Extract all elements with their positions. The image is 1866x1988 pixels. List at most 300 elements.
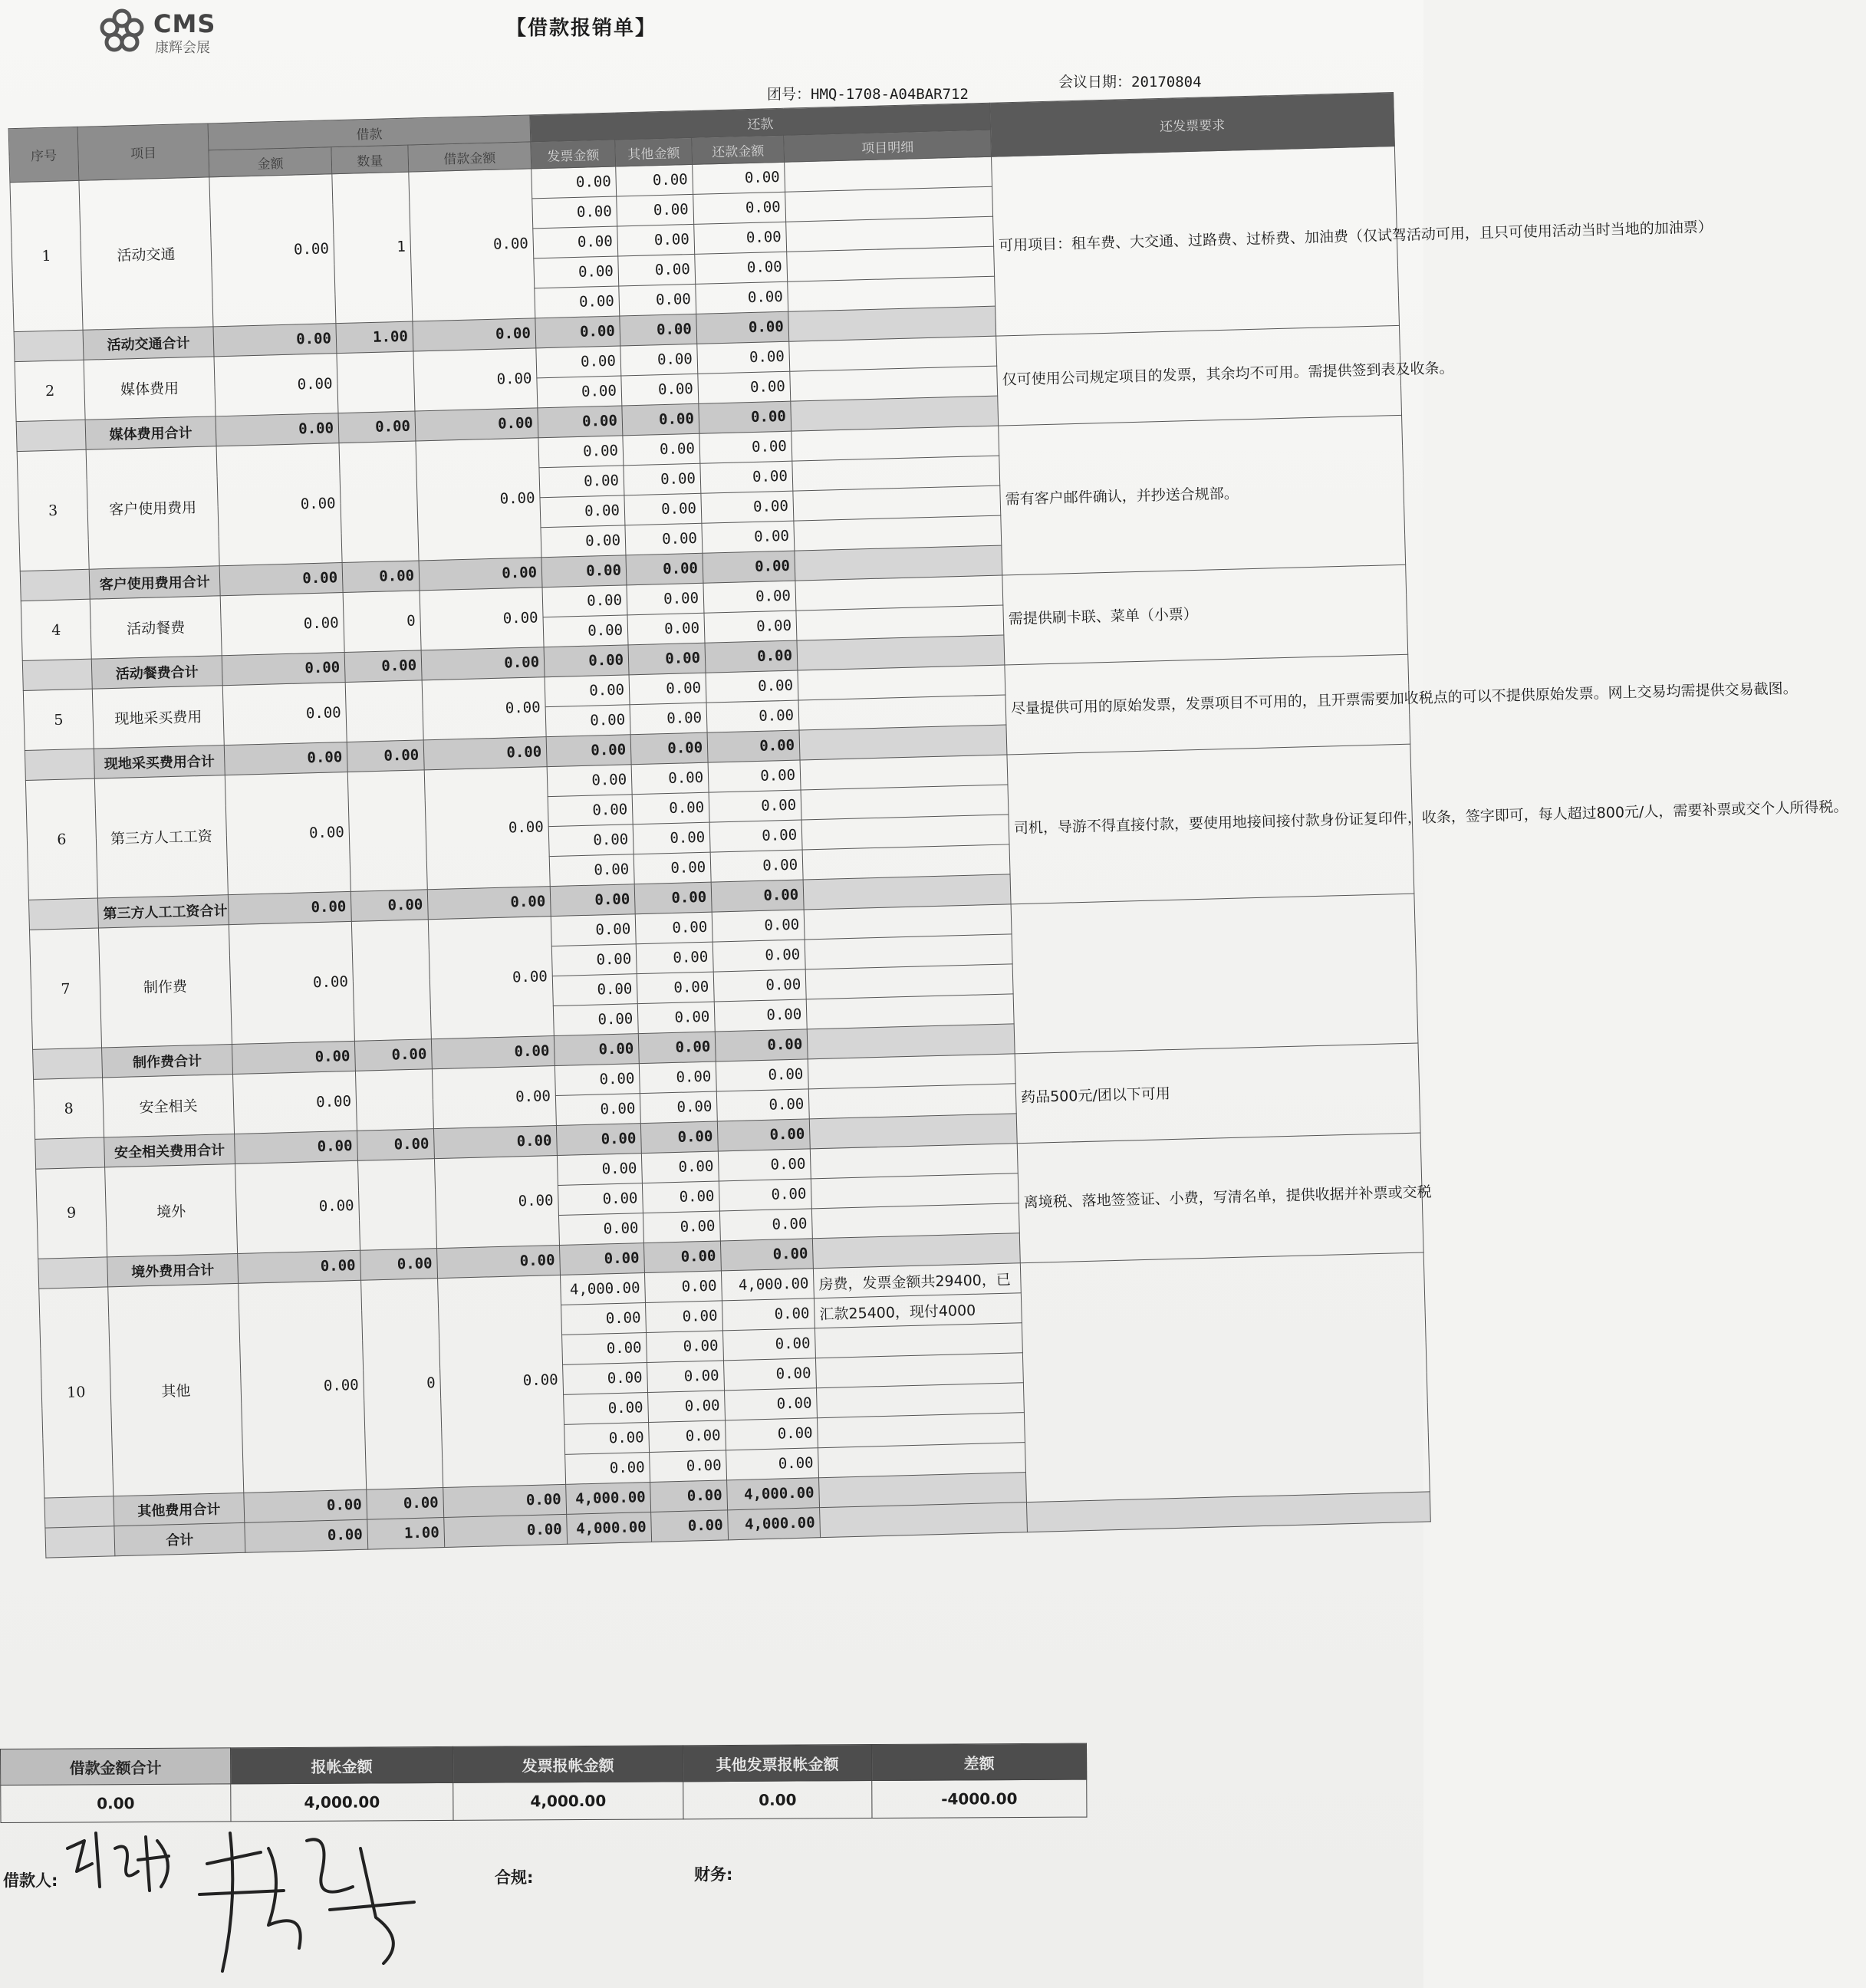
row-seq: 10 xyxy=(39,1287,114,1498)
subtotal-borrow-total: 0.00 xyxy=(431,1036,555,1069)
subtotal-borrow-count: 0.00 xyxy=(360,1249,438,1281)
row-seq: 8 xyxy=(34,1078,104,1139)
subtotal-borrow-amount: 0.00 xyxy=(235,1131,358,1164)
col-repay: 还款 xyxy=(530,103,991,142)
row-other-amount: 0.00 xyxy=(648,1391,726,1423)
col-borrow-total: 借款金额 xyxy=(408,142,531,172)
row-repay-amount: 0.00 xyxy=(699,431,792,463)
subtotal-borrow-amount: 0.00 xyxy=(216,413,339,446)
brand-name: CMS xyxy=(153,9,216,38)
row-borrow-total: 0.00 xyxy=(438,1275,566,1487)
row-other-amount: 0.00 xyxy=(637,972,714,1004)
subtotal-invoice-amount: 0.00 xyxy=(535,316,620,348)
grand-total-invoice-amount: 4,000.00 xyxy=(567,1512,652,1544)
subtotal-label: 活动餐费合计 xyxy=(91,656,222,689)
subtotal-seq-blank xyxy=(35,1137,105,1169)
row-other-amount: 0.00 xyxy=(633,822,710,854)
row-other-amount: 0.00 xyxy=(617,224,695,256)
row-other-amount: 0.00 xyxy=(647,1361,725,1393)
subtotal-seq-blank xyxy=(44,1496,114,1528)
row-other-amount: 0.00 xyxy=(617,194,694,226)
row-item-detail: 汇款25400，现付4000 xyxy=(814,1293,1022,1328)
section-requirement: 药品500元/团以下可用 xyxy=(1015,1043,1420,1144)
row-borrow-total: 0.00 xyxy=(420,588,544,650)
subtotal-label: 现地采买费用合计 xyxy=(94,746,225,778)
group-number xyxy=(767,83,969,104)
summary-value: -4000.00 xyxy=(872,1779,1087,1818)
row-invoice-amount: 0.00 xyxy=(558,1183,643,1216)
row-invoice-amount: 0.00 xyxy=(564,1393,649,1425)
grand-total-seq-blank xyxy=(45,1526,115,1558)
subtotal-other-amount: 0.00 xyxy=(626,553,703,585)
row-invoice-amount: 0.00 xyxy=(557,1154,642,1186)
row-seq: 5 xyxy=(23,689,94,750)
row-borrow-amount: 0.00 xyxy=(216,443,342,566)
row-other-amount: 0.00 xyxy=(616,164,693,196)
summary-value: 4,000.00 xyxy=(231,1782,453,1822)
row-item-name: 现地采买费用 xyxy=(92,686,224,749)
section-requirement: 尽量提供可用的原始发票，发票项目不可用的，且开票需要加收税点的可以不提供原始发票。网上交易均需提供交易截图。 xyxy=(1005,654,1410,755)
row-repay-amount: 0.00 xyxy=(694,222,787,254)
row-invoice-amount: 0.00 xyxy=(562,1333,647,1365)
meeting-date-label: 会议日期： xyxy=(1058,74,1132,91)
row-borrow-count xyxy=(339,441,419,563)
borrower-label: 借款人: xyxy=(3,1871,58,1890)
row-borrow-total: 0.00 xyxy=(422,677,546,740)
row-invoice-amount: 0.00 xyxy=(564,1422,650,1454)
subtotal-other-amount: 0.00 xyxy=(622,403,699,436)
row-item-name: 第三方人工工资 xyxy=(94,775,228,898)
row-repay-amount: 0.00 xyxy=(696,281,788,314)
row-repay-amount: 0.00 xyxy=(709,790,801,822)
row-item-name: 境外 xyxy=(105,1164,238,1256)
row-other-amount: 0.00 xyxy=(624,463,701,495)
row-other-amount: 0.00 xyxy=(650,1450,727,1483)
row-borrow-count xyxy=(337,351,415,413)
row-seq: 7 xyxy=(29,928,101,1049)
row-invoice-amount: 0.00 xyxy=(563,1363,648,1395)
row-other-amount: 0.00 xyxy=(644,1271,722,1303)
subtotal-borrow-total: 0.00 xyxy=(413,318,536,351)
row-invoice-amount: 0.00 xyxy=(555,1064,640,1096)
row-other-amount: 0.00 xyxy=(624,493,702,525)
row-repay-amount: 0.00 xyxy=(725,1388,818,1420)
row-other-amount: 0.00 xyxy=(636,942,713,974)
subtotal-borrow-count: 0.00 xyxy=(367,1488,444,1520)
group-number-label: 团号： xyxy=(767,86,811,103)
summary-value: 4,000.00 xyxy=(453,1782,683,1821)
row-borrow-total: 0.00 xyxy=(428,917,554,1039)
subtotal-repay-amount: 0.00 xyxy=(707,730,800,762)
subtotal-repay-amount: 0.00 xyxy=(720,1239,813,1271)
subtotal-borrow-amount: 0.00 xyxy=(228,891,351,924)
row-seq: 2 xyxy=(15,360,85,421)
subtotal-other-amount: 0.00 xyxy=(630,732,708,765)
grand-total-borrow-total: 0.00 xyxy=(444,1514,568,1547)
row-repay-amount: 0.00 xyxy=(719,1209,812,1241)
row-borrow-amount: 0.00 xyxy=(209,174,336,327)
subtotal-seq-blank xyxy=(14,330,84,361)
col-borrow: 借款 xyxy=(208,115,531,150)
subtotal-repay-amount: 0.00 xyxy=(703,551,795,583)
subtotal-borrow-amount: 0.00 xyxy=(232,1041,355,1074)
row-invoice-amount: 0.00 xyxy=(545,705,630,737)
row-invoice-amount: 0.00 xyxy=(535,286,620,318)
row-borrow-count xyxy=(351,920,431,1042)
row-other-amount: 0.00 xyxy=(630,703,707,735)
subtotal-invoice-amount: 4,000.00 xyxy=(566,1482,651,1514)
row-borrow-count xyxy=(345,680,423,742)
subtotal-borrow-count: 0.00 xyxy=(357,1129,434,1161)
row-borrow-total: 0.00 xyxy=(434,1155,559,1248)
row-borrow-count xyxy=(355,1069,433,1131)
col-seq: 序号 xyxy=(8,127,79,182)
row-other-amount: 0.00 xyxy=(642,1181,719,1213)
subtotal-seq-blank xyxy=(20,569,90,601)
row-invoice-amount: 0.00 xyxy=(565,1452,650,1484)
row-item-name: 制作费 xyxy=(98,925,232,1048)
summary-header: 发票报帐金额 xyxy=(453,1746,683,1783)
row-repay-amount: 0.00 xyxy=(700,461,793,493)
row-invoice-amount: 0.00 xyxy=(532,196,617,229)
row-item-detail: 房费，发票金额共29400，已 xyxy=(813,1263,1021,1298)
subtotal-borrow-total: 0.00 xyxy=(437,1245,561,1278)
row-borrow-amount: 0.00 xyxy=(225,772,350,894)
grand-total-other-amount: 0.00 xyxy=(651,1510,729,1542)
grand-total-repay-amount: 4,000.00 xyxy=(728,1508,821,1540)
subtotal-borrow-amount: 0.00 xyxy=(238,1250,361,1283)
summary-header-row xyxy=(1,1743,1087,1785)
row-invoice-amount: 0.00 xyxy=(534,256,619,288)
subtotal-repay-amount: 0.00 xyxy=(705,640,798,673)
row-borrow-amount: 0.00 xyxy=(235,1160,360,1253)
row-item-name: 活动餐费 xyxy=(90,596,222,659)
grand-total-borrow-count: 1.00 xyxy=(367,1518,445,1550)
row-invoice-amount: 0.00 xyxy=(531,166,617,199)
subtotal-seq-blank xyxy=(38,1257,108,1289)
summary-value: 0.00 xyxy=(1,1784,231,1823)
row-borrow-total: 0.00 xyxy=(409,169,535,321)
subtotal-invoice-amount: 0.00 xyxy=(546,735,631,767)
col-item: 项目 xyxy=(77,123,209,180)
row-repay-amount: 0.00 xyxy=(697,341,790,374)
row-invoice-amount: 0.00 xyxy=(537,376,622,408)
subtotal-borrow-total: 0.00 xyxy=(443,1484,567,1517)
row-other-amount: 0.00 xyxy=(641,1151,719,1183)
row-invoice-amount: 0.00 xyxy=(548,795,633,827)
row-repay-amount: 0.00 xyxy=(693,162,785,194)
subtotal-borrow-amount: 0.00 xyxy=(222,653,345,686)
row-other-amount: 0.00 xyxy=(643,1211,720,1243)
row-borrow-amount: 0.00 xyxy=(239,1280,367,1493)
brand-subtitle: 康辉会展 xyxy=(155,40,210,56)
document-title: 【借款报销单】 xyxy=(506,17,657,40)
summary-table xyxy=(0,1743,1087,1823)
subtotal-repay-amount: 0.00 xyxy=(696,311,789,344)
subtotal-seq-blank xyxy=(33,1048,103,1079)
row-other-amount: 0.00 xyxy=(619,284,696,316)
row-invoice-amount: 0.00 xyxy=(538,436,624,468)
subtotal-borrow-total: 0.00 xyxy=(433,1126,557,1159)
summary-header: 借款金额合计 xyxy=(1,1748,231,1786)
row-invoice-amount: 0.00 xyxy=(540,495,625,528)
row-repay-amount: 0.00 xyxy=(719,1179,811,1211)
row-other-amount: 0.00 xyxy=(627,613,705,645)
subtotal-repay-amount: 0.00 xyxy=(711,880,804,912)
expense-table-body xyxy=(10,146,1848,1558)
subtotal-invoice-amount: 0.00 xyxy=(560,1243,645,1275)
row-repay-amount: 0.00 xyxy=(726,1448,819,1480)
subtotal-label: 安全相关费用合计 xyxy=(104,1134,235,1167)
row-item-name: 其他 xyxy=(108,1283,244,1496)
subtotal-borrow-amount: 0.00 xyxy=(219,563,343,596)
row-seq: 6 xyxy=(25,778,97,900)
row-other-amount: 0.00 xyxy=(635,912,713,944)
group-number-value: HMQ-1708-A04BAR712 xyxy=(811,86,969,103)
subtotal-invoice-amount: 0.00 xyxy=(538,406,623,438)
row-borrow-total: 0.00 xyxy=(424,767,550,890)
row-borrow-count xyxy=(347,770,427,892)
section-requirement: 离境税、落地签签证、小费，写清名单，提供收据并补票或交税 xyxy=(1017,1133,1423,1263)
subtotal-other-amount: 0.00 xyxy=(650,1480,728,1512)
row-repay-amount: 0.00 xyxy=(704,611,797,643)
row-repay-amount: 0.00 xyxy=(710,850,803,882)
row-item-name: 客户使用费用 xyxy=(86,446,219,569)
subtotal-other-amount: 0.00 xyxy=(640,1121,718,1154)
section-requirement xyxy=(1020,1252,1430,1503)
subtotal-invoice-amount: 0.00 xyxy=(544,645,629,677)
summary-header: 报帐金额 xyxy=(230,1746,453,1784)
row-invoice-amount: 0.00 xyxy=(543,615,628,647)
summary-value-row xyxy=(1,1779,1087,1822)
summary-header: 差额 xyxy=(871,1743,1086,1780)
row-repay-amount: 0.00 xyxy=(706,700,799,732)
subtotal-invoice-amount: 0.00 xyxy=(554,1034,639,1066)
row-invoice-amount: 0.00 xyxy=(555,1094,640,1126)
row-repay-amount: 0.00 xyxy=(726,1418,818,1450)
row-other-amount: 0.00 xyxy=(649,1420,726,1453)
row-repay-amount: 0.00 xyxy=(724,1358,817,1391)
row-other-amount: 0.00 xyxy=(627,583,704,615)
subtotal-repay-amount: 4,000.00 xyxy=(727,1478,820,1510)
row-repay-amount: 4,000.00 xyxy=(721,1269,814,1301)
row-other-amount: 0.00 xyxy=(640,1091,717,1124)
row-repay-amount: 0.00 xyxy=(706,670,798,703)
subtotal-label: 境外费用合计 xyxy=(107,1253,239,1286)
col-borrow-amount: 金额 xyxy=(209,147,332,177)
row-invoice-amount: 0.00 xyxy=(551,944,637,976)
row-seq: 4 xyxy=(21,599,91,660)
row-other-amount: 0.00 xyxy=(620,344,698,376)
col-borrow-count: 数量 xyxy=(331,145,409,174)
row-other-amount: 0.00 xyxy=(632,792,709,824)
summary-value: 0.00 xyxy=(683,1781,872,1819)
row-other-amount: 0.00 xyxy=(647,1331,724,1363)
subtotal-invoice-amount: 0.00 xyxy=(550,884,635,917)
subtotal-label: 客户使用费用合计 xyxy=(89,566,220,599)
row-other-amount: 0.00 xyxy=(631,762,709,795)
row-seq: 3 xyxy=(17,449,89,571)
row-repay-amount: 0.00 xyxy=(722,1298,815,1331)
row-repay-amount: 0.00 xyxy=(713,940,805,972)
row-repay-amount: 0.00 xyxy=(698,371,791,403)
row-repay-amount: 0.00 xyxy=(702,521,795,553)
subtotal-borrow-total: 0.00 xyxy=(419,558,542,591)
row-invoice-amount: 0.00 xyxy=(547,765,632,797)
row-borrow-amount: 0.00 xyxy=(229,921,354,1044)
section-requirement: 可用项目：租车费、大交通、过路费、过桥费、加油费（仅试驾活动可用，且只可使用活动当时当地的加油票） xyxy=(992,146,1400,336)
subtotal-borrow-total: 0.00 xyxy=(421,647,545,680)
row-invoice-amount: 0.00 xyxy=(533,226,618,258)
subtotal-label: 媒体费用合计 xyxy=(85,416,216,449)
row-other-amount: 0.00 xyxy=(629,673,706,705)
row-invoice-amount: 0.00 xyxy=(542,585,627,617)
flower-logo-icon xyxy=(98,8,146,55)
subtotal-other-amount: 0.00 xyxy=(643,1241,721,1273)
section-requirement xyxy=(1011,894,1418,1054)
subtotal-borrow-count: 0.00 xyxy=(338,411,416,443)
subtotal-label: 活动交通合计 xyxy=(83,327,214,360)
row-repay-amount: 0.00 xyxy=(708,760,801,792)
subtotal-borrow-count: 0.00 xyxy=(350,890,428,922)
subtotal-other-amount: 0.00 xyxy=(634,882,712,914)
row-borrow-count: 0 xyxy=(343,591,421,653)
grand-total-detail-blank xyxy=(820,1503,1028,1538)
row-seq: 9 xyxy=(36,1167,107,1259)
row-seq: 1 xyxy=(10,180,83,331)
row-repay-amount: 0.00 xyxy=(701,491,794,523)
subtotal-repay-amount: 0.00 xyxy=(717,1119,810,1151)
row-borrow-total: 0.00 xyxy=(432,1066,556,1129)
row-repay-amount: 0.00 xyxy=(716,1089,809,1121)
section-requirement: 司机，导游不得直接付款，要使用地接间接付款身份证复印件，收条，签字即可，每人超过800元/人，需要补票或交个人所得税。 xyxy=(1007,744,1414,904)
subtotal-borrow-count: 0.00 xyxy=(354,1039,432,1071)
company-logo xyxy=(92,2,245,71)
section-requirement: 需有客户邮件确认，并抄送合规部。 xyxy=(999,415,1406,575)
summary-table-wrapper xyxy=(0,1743,1086,1823)
row-item-name: 媒体费用 xyxy=(84,357,216,420)
finance-label: 财务: xyxy=(694,1865,733,1884)
row-item-name: 安全相关 xyxy=(103,1075,235,1137)
subtotal-repay-amount: 0.00 xyxy=(699,401,791,433)
subtotal-borrow-total: 0.00 xyxy=(415,408,538,441)
row-repay-amount: 0.00 xyxy=(703,581,796,613)
row-invoice-amount: 4,000.00 xyxy=(561,1273,646,1305)
row-other-amount: 0.00 xyxy=(634,852,711,884)
row-invoice-amount: 0.00 xyxy=(561,1303,647,1335)
subtotal-seq-blank xyxy=(25,749,94,780)
grand-total-borrow-amount: 0.00 xyxy=(245,1519,368,1552)
row-invoice-amount: 0.00 xyxy=(552,974,637,1006)
row-other-amount: 0.00 xyxy=(625,523,703,555)
row-repay-amount: 0.00 xyxy=(695,252,788,284)
summary-header: 其他发票报帐金额 xyxy=(683,1745,871,1782)
subtotal-borrow-total: 0.00 xyxy=(423,737,547,770)
row-invoice-amount: 0.00 xyxy=(541,525,626,558)
row-other-amount: 0.00 xyxy=(621,374,699,406)
row-repay-amount: 0.00 xyxy=(714,999,807,1032)
subtotal-other-amount: 0.00 xyxy=(638,1032,716,1064)
subtotal-invoice-amount: 0.00 xyxy=(541,555,627,588)
row-other-amount: 0.00 xyxy=(639,1061,716,1094)
row-borrow-amount: 0.00 xyxy=(222,683,347,746)
section-requirement: 需提供刷卡联、菜单（小票） xyxy=(1002,564,1408,665)
row-borrow-total: 0.00 xyxy=(413,348,538,411)
subtotal-other-amount: 0.00 xyxy=(620,314,697,346)
col-repay-amount: 还款金额 xyxy=(692,135,785,164)
row-borrow-amount: 0.00 xyxy=(214,354,338,416)
meeting-date xyxy=(1058,71,1202,91)
row-invoice-amount: 0.00 xyxy=(558,1213,643,1246)
subtotal-repay-amount: 0.00 xyxy=(715,1029,808,1061)
row-repay-amount: 0.00 xyxy=(723,1328,816,1361)
subtotal-invoice-amount: 0.00 xyxy=(556,1124,641,1156)
row-other-amount: 0.00 xyxy=(646,1301,723,1333)
row-invoice-amount: 0.00 xyxy=(545,675,630,707)
subtotal-seq-blank xyxy=(22,659,92,690)
subtotal-borrow-count: 0.00 xyxy=(344,650,422,683)
row-other-amount: 0.00 xyxy=(637,1002,715,1034)
row-borrow-count xyxy=(358,1159,437,1251)
row-other-amount: 0.00 xyxy=(618,254,696,286)
row-borrow-amount: 0.00 xyxy=(233,1071,357,1134)
row-invoice-amount: 0.00 xyxy=(553,1004,638,1036)
subtotal-borrow-count: 1.00 xyxy=(336,321,413,354)
row-invoice-amount: 0.00 xyxy=(536,346,621,378)
subtotal-borrow-count: 0.00 xyxy=(342,561,420,593)
row-repay-amount: 0.00 xyxy=(709,820,802,852)
subtotal-borrow-total: 0.00 xyxy=(427,887,551,920)
subtotal-seq-blank xyxy=(16,420,86,451)
subtotal-borrow-amount: 0.00 xyxy=(244,1489,367,1522)
row-invoice-amount: 0.00 xyxy=(549,854,634,887)
col-requirements: 还发票要求 xyxy=(990,92,1395,156)
row-repay-amount: 0.00 xyxy=(718,1149,811,1181)
row-borrow-total: 0.00 xyxy=(416,438,541,561)
row-repay-amount: 0.00 xyxy=(713,969,806,1002)
row-invoice-amount: 0.00 xyxy=(551,914,636,946)
expense-table xyxy=(8,92,1848,1558)
subtotal-borrow-amount: 0.00 xyxy=(213,324,337,357)
row-repay-amount: 0.00 xyxy=(716,1059,808,1091)
row-repay-amount: 0.00 xyxy=(712,910,805,942)
subtotal-label: 其他费用合计 xyxy=(114,1493,245,1526)
subtotal-seq-blank xyxy=(28,898,98,930)
row-borrow-amount: 0.00 xyxy=(220,593,344,656)
section-requirement: 仅可使用公司规定项目的发票，其余均不可用。需提供签到表及收条。 xyxy=(996,325,1402,426)
row-repay-amount: 0.00 xyxy=(693,192,786,224)
col-invoice-amount: 发票金额 xyxy=(531,140,616,169)
subtotal-other-amount: 0.00 xyxy=(628,643,706,675)
row-item-name: 活动交通 xyxy=(79,177,213,330)
meeting-date-value: 20170804 xyxy=(1131,74,1202,91)
grand-total-label: 合计 xyxy=(114,1522,245,1555)
subtotal-borrow-count: 0.00 xyxy=(347,740,424,772)
handwritten-signature-icon xyxy=(54,1818,453,1986)
subtotal-label: 第三方人工工资合计 xyxy=(97,895,229,928)
row-invoice-amount: 0.00 xyxy=(539,466,624,498)
subtotal-label: 制作费合计 xyxy=(102,1045,233,1078)
row-borrow-count: 1 xyxy=(332,172,413,324)
row-borrow-count: 0 xyxy=(361,1279,443,1490)
row-invoice-amount: 0.00 xyxy=(548,824,634,857)
row-other-amount: 0.00 xyxy=(623,433,700,466)
subtotal-borrow-amount: 0.00 xyxy=(224,742,347,775)
main-table-wrapper xyxy=(8,92,1848,1558)
compliance-label: 合规: xyxy=(495,1868,534,1887)
col-other-amount: 其他金额 xyxy=(615,137,693,166)
col-item-detail: 项目明细 xyxy=(784,130,992,162)
